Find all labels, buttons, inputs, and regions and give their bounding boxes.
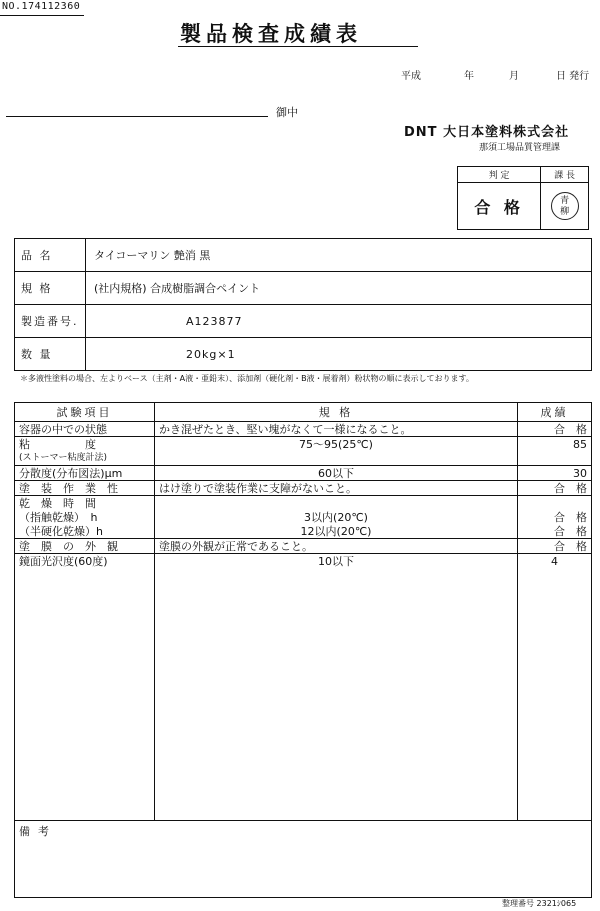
product-info-table [14, 238, 592, 371]
test-result [518, 451, 592, 466]
document-number-underline [0, 15, 84, 16]
info-label: 品 名 [15, 239, 86, 272]
test-item: 塗 膜 の 外 観 [15, 539, 155, 554]
info-value: (社内規格) 合成樹脂調合ペイント [86, 272, 592, 305]
remarks-cell [15, 821, 592, 898]
test-result: 合 格 [518, 422, 592, 437]
date-month: 月 [509, 71, 519, 82]
test-result [518, 496, 592, 511]
date-day: 日 発行 [556, 71, 590, 82]
test-spec: 60以下 [155, 466, 518, 481]
test-item: 乾 燥 時 間 [15, 496, 155, 511]
page-title: 製品検査成績表 [180, 22, 362, 46]
info-label: 製造番号. [15, 305, 86, 338]
test-spec: 3以内(20℃) [155, 510, 518, 524]
test-spec [155, 496, 518, 511]
test-result: 30 [518, 466, 592, 481]
verdict-result: 合 格 [458, 183, 541, 230]
test-item: （半硬化乾燥）h [15, 524, 155, 539]
approval-stamp [551, 192, 579, 220]
multi-liquid-note: ＊多液性塗料の場合、左よりベース（主剤・A液・亜鉛末）、添加剤（硬化剤・B液・展着剤）粉状物の順に表示しております。 [20, 374, 474, 383]
verdict-header: 判 定 [458, 167, 541, 183]
info-value: 20kg×1 [86, 338, 592, 371]
test-spec: かき混ぜたとき、堅い塊がなくて一様になること。 [155, 422, 518, 437]
test-spec: はけ塗りで塗装作業に支障がないこと。 [155, 481, 518, 496]
company-dept: 那須工場品質管理課 [479, 143, 561, 153]
info-label: 規 格 [15, 272, 86, 305]
empty-cell [518, 568, 592, 821]
header-result: 成績 [518, 403, 592, 422]
test-spec: 10以下 [155, 554, 518, 569]
info-value: A123877 [86, 305, 592, 338]
test-item: 塗 装 作 業 性 [15, 481, 155, 496]
header-test-item: 試験項目 [15, 403, 155, 422]
test-item: 容器の中での状態 [15, 422, 155, 437]
stamp-bottom: 柳 [560, 207, 570, 217]
stamp-top: 青 [560, 196, 570, 206]
test-results-table [14, 402, 592, 898]
document-number: NO.174112360 [2, 1, 81, 12]
test-item: 鏡面光沢度(60度) [15, 554, 155, 569]
remarks-label: 備考 [19, 825, 57, 838]
test-spec: 塗膜の外観が正常であること。 [155, 539, 518, 554]
test-spec: 75～95(25℃) [155, 437, 518, 452]
test-item: (ストーマー粘度計法) [15, 451, 155, 466]
test-item: 分散度(分布図法)μm [15, 466, 155, 481]
company-name: DNT 大日本塗料株式会社 [404, 125, 570, 140]
date-year: 年 [464, 71, 474, 82]
test-result: 合 格 [518, 481, 592, 496]
test-spec: 12以内(20℃) [155, 524, 518, 539]
empty-cell [155, 568, 518, 821]
test-spec [155, 451, 518, 466]
recipient-suffix: 御中 [276, 106, 298, 119]
title-underline [178, 46, 418, 47]
test-result: 合 格 [518, 539, 592, 554]
test-result: 4 [518, 554, 592, 569]
manager-header: 課 長 [541, 167, 589, 183]
manager-cell [541, 183, 589, 230]
test-result: 85 [518, 437, 592, 452]
header-spec: 規 格 [155, 403, 518, 422]
empty-cell [15, 568, 155, 821]
date-era: 平成 [401, 71, 421, 82]
test-item: （指触乾燥） h [15, 510, 155, 524]
info-label: 数 量 [15, 338, 86, 371]
test-result: 合 格 [518, 510, 592, 524]
registration-number: 整理番号 2321ｼ065 [502, 899, 577, 908]
test-result: 合 格 [518, 524, 592, 539]
info-value: タイコーマリン 艶消 黒 [86, 239, 592, 272]
test-item: 粘 度 [15, 437, 155, 452]
recipient-field[interactable] [6, 116, 268, 117]
verdict-box [457, 166, 589, 230]
